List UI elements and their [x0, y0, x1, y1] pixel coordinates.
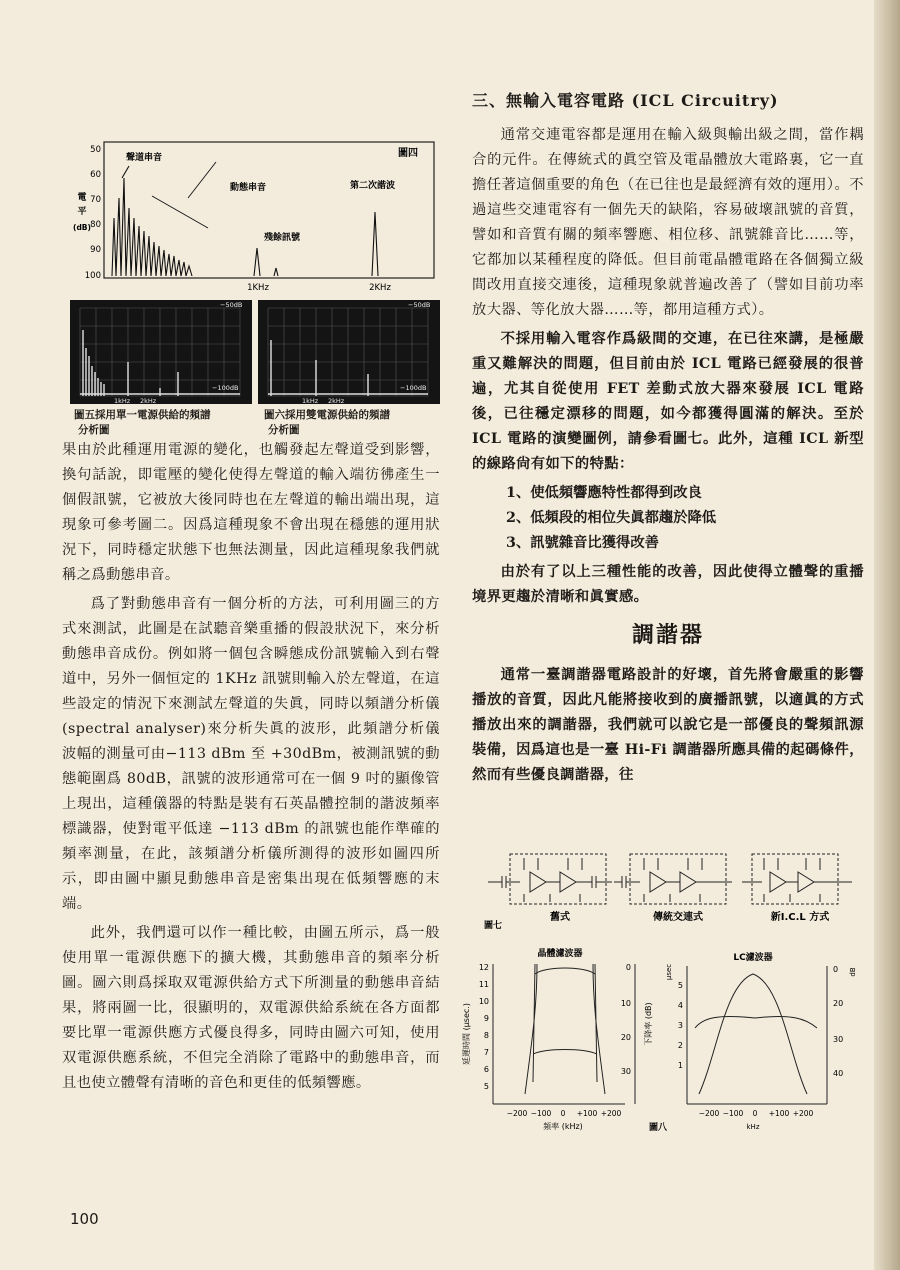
fig8-right-ytick: 2	[677, 1041, 683, 1050]
fig5-bottom-label: −100dB	[212, 384, 239, 392]
fig8-left-xtick: −200	[506, 1109, 528, 1118]
fig4-ytitle: (dB)	[73, 223, 91, 232]
fig8-left-xtick: +200	[600, 1109, 622, 1118]
fig6-xtick: 1kHz	[302, 397, 319, 404]
fig8-right-y2tick: 40	[833, 1069, 844, 1078]
icl-feature-list	[472, 481, 864, 556]
fig5-top-label: −50dB	[220, 301, 243, 309]
fig4-ytick: 60	[90, 170, 101, 180]
fig4-ann-harmonic: 第二次諧波	[350, 181, 396, 191]
fig8-right-xtitle: kHz	[746, 1123, 760, 1131]
fig8-left-ytick: 11	[478, 980, 489, 989]
fig8-right-ytick: 3	[677, 1021, 683, 1030]
fig7-caption-old: 舊式	[550, 912, 570, 923]
fig7-caption-icl: 新I.C.L 方式	[770, 912, 830, 923]
fig8-right-xtick: −100	[722, 1109, 744, 1118]
fig8-left-y2tick: 30	[620, 1067, 631, 1076]
fig7-label: 圖七	[484, 921, 503, 931]
fig4-xtick: 2KHz	[369, 283, 391, 293]
fig8-left-y2title: 下降率 (dB)	[644, 1002, 653, 1046]
fig8-left-ytitle: 延遲時間 (μsec.)	[462, 1003, 471, 1065]
fig8-right-xtick: −200	[698, 1109, 720, 1118]
right-paragraph-4: 通常一臺調諧器電路設計的好壞，首先將會嚴重的影響播放的音質，因此凡能將接收到的廣播訊號，以適眞的方式播放出來的調諧器，我們就可以說它是一部優良的聲頻訊源裝備，因爲這也是一臺 Hi-Fi 調諧器所應具備的起碼條件，然而有些優良調諧器，往	[472, 667, 864, 783]
left-paragraph-1: 果由於此種運用電源的變化，也觸發起左聲道受到影響，換句話說，即電壓的變化使得左聲道的輸入端彷彿產生一個假訊號，它被放大後同時也在左聲道的輸出端出現，這現象可參考圖二。因爲這種現象不會出現在穩態的運用狀況下，同時穩定狀態下也無法測量，因此這種現象我們就稱之爲動態串音。	[62, 442, 440, 583]
fig4-ytick: 100	[84, 271, 101, 281]
fig8-right-xtick: +200	[792, 1109, 814, 1118]
fig8-right-yunit: μsec	[665, 963, 673, 981]
fig5-xtick: 1kHz	[114, 397, 131, 404]
figure-6-caption: 圖六採用雙電源供給的頻譜 分析圖	[264, 409, 390, 436]
fig4-ann-dynamic: 動態串音	[230, 183, 267, 193]
book-spine-shadow	[874, 0, 900, 1270]
fig8-left-ytick: 5	[483, 1082, 489, 1091]
fig4-ytick: 70	[90, 195, 101, 205]
fig4-xtick: 1KHz	[247, 283, 269, 293]
left-paragraph-3: 此外，我們還可以作一種比較，由圖五所示，爲一般使用單一電源供應下的擴大機，其動態串音的頻率分析圖。圖六則爲採取双電源供給方式下所測量的動態串音結果，將兩圖一比，很顯明的，双電源供給系統在各方面都要比單一電源供應方式優良得多，同時由圖六可知，使用双電源供應系統，不但完全消除了電路中的動態串音，而且也使立體聲有清晰的音色和更佳的低頻響應。	[62, 925, 440, 1091]
fig6-bottom-label: −100dB	[400, 384, 427, 392]
fig6-xtick: 2kHz	[328, 397, 345, 404]
fig6-top-label: −50dB	[408, 301, 431, 309]
fig8-right-y2tick: 20	[833, 999, 844, 1008]
figure-6-spectrum-photo	[258, 300, 440, 404]
figure-5-spectrum-photo	[70, 300, 252, 404]
fig8-left-y2tick: 0	[625, 963, 631, 972]
fig5-xtick: 2kHz	[140, 397, 157, 404]
fig4-ytitle: 電	[77, 193, 87, 203]
left-paragraph-2: 爲了對動態串音有一個分析的方法，可利用圖三的方式來測試，此圖是在試聽音樂重播的假設狀況下，來分析動態串音成份。例如將一個包含瞬態成份訊號輸入到右聲道中，另外一個恒定的 1KHz 訊號則輸入於左聲道，在這些設定的情況下來測試左聲道的失眞，同時以頻譜分析儀(spectral analyser)來分析失眞的波形，此頻譜分析儀波幅的測量可由−113 dBm 至 +30dBm，被測訊號的動態範圍爲 80dB，訊號的波形通常可在一個 9 吋的顯像管上現出，這種儀器的特點是裝有石英晶體控制的諧波頻率標識器，使對電平低達 −113 dBm 的訊號也能作準確的頻率測量，在此，該頻譜分析儀所測得的波形如圖四所示，即由圖中顯見動態串音是密集出現在低頻響應的末端。	[62, 596, 440, 912]
figure-5-caption: 圖五採用單一電源供給的頻譜 分析圖	[74, 409, 211, 436]
fig4-label: 圖四	[398, 148, 418, 159]
fig8-right-ytick: 4	[677, 1001, 683, 1010]
fig8-label: 圖八	[649, 1123, 668, 1133]
fig8-left-y2tick: 20	[620, 1033, 631, 1042]
fig4-ytick: 80	[90, 220, 101, 230]
fig4-ytick: 90	[90, 245, 101, 255]
fig4-ytitle: 平	[77, 207, 87, 217]
fig8-left-xtitle: 頻率 (kHz)	[543, 1122, 583, 1131]
left-column	[62, 438, 440, 1100]
fig8-right-xtick: 0	[752, 1109, 758, 1118]
figure-7-circuit-diagrams	[480, 848, 864, 932]
fig8-left-ytick: 9	[483, 1014, 489, 1023]
figure-4-spectrum-plot	[68, 138, 440, 298]
page-number: 100	[70, 1210, 99, 1228]
fig7-caption-traditional: 傳統交連式	[653, 912, 703, 923]
fig8-left-ytick: 12	[478, 963, 489, 972]
fig8-left-xtick: −100	[530, 1109, 552, 1118]
figure-8-filter-plots	[455, 944, 865, 1134]
right-paragraph-2: 不採用輸入電容作爲級間的交連，在已往來講，是極嚴重又難解決的問題，但目前由於 ICL 電路已經發展的很普遍，尤其自從使用 FET 差動式放大器來發展 ICL 電路後，已往穩定漂移的問題，如今都獲得圓滿的解決。至於 ICL 電路的演變圖例，請參看圖七。此外，這種 ICL 新型的線路尙有如下的特點：	[472, 331, 864, 472]
fig8-right-ytick: 5	[677, 981, 683, 990]
fig8-left-xtick: +100	[576, 1109, 598, 1118]
fig8-left-ytick: 10	[478, 997, 489, 1006]
fig8-right-ytick: 1	[677, 1061, 683, 1070]
icl-section-heading: 三、無輸入電容電路 (ICL Circuitry)	[472, 91, 779, 110]
fig4-ann-residual: 殘餘訊號	[264, 233, 301, 243]
fig8-right-y2unit: dB	[849, 967, 857, 977]
fig8-right-title: LC濾波器	[733, 953, 773, 963]
fig8-left-ytick: 8	[483, 1031, 489, 1040]
fig8-left-xtick: 0	[560, 1109, 566, 1118]
list-item: 1、使低頻響應特性都得到改良	[506, 485, 702, 501]
fig8-left-y2tick: 10	[620, 999, 631, 1008]
fig8-left-ytick: 6	[483, 1065, 489, 1074]
fig4-ann-channel: 聲道串音	[126, 153, 163, 163]
right-paragraph-1: 通常交連電容都是運用在輸入級與輸出級之間，當作耦合的元件。在傳統式的眞空管及電晶體放大電路裏，它一直擔任著這個重要的角色（在已往也是最經濟有效的運用）。不過這些交連電容有一個先天的缺陷，容易破壞訊號的音質，譬如和音質有關的頻率響應、相位移、訊號雜音比……等，它都加以某種程度的降低。但目前電晶體電路在各個獨立級間改用直接交連後，這種現象就普遍改善了（譬如目前功率放大器、等化放大器……等，都用這種方式）。	[472, 127, 864, 318]
right-column	[472, 88, 864, 792]
list-item: 3、訊號雜音比獲得改善	[506, 535, 659, 551]
right-paragraph-3: 由於有了以上三種性能的改善，因此使得立體聲的重播境界更趨於清晰和眞實感。	[472, 564, 864, 605]
fig8-left-ytick: 7	[483, 1048, 489, 1057]
fig8-right-y2tick: 30	[833, 1035, 844, 1044]
fig4-ytick: 50	[90, 145, 101, 155]
tuner-section-title: 調諧器	[631, 623, 704, 648]
fig8-left-title: 晶體濾波器	[537, 949, 583, 959]
fig8-right-xtick: +100	[768, 1109, 790, 1118]
list-item: 2、低頻段的相位失眞都趨於降低	[506, 510, 717, 526]
fig8-right-y2tick: 0	[833, 965, 839, 974]
